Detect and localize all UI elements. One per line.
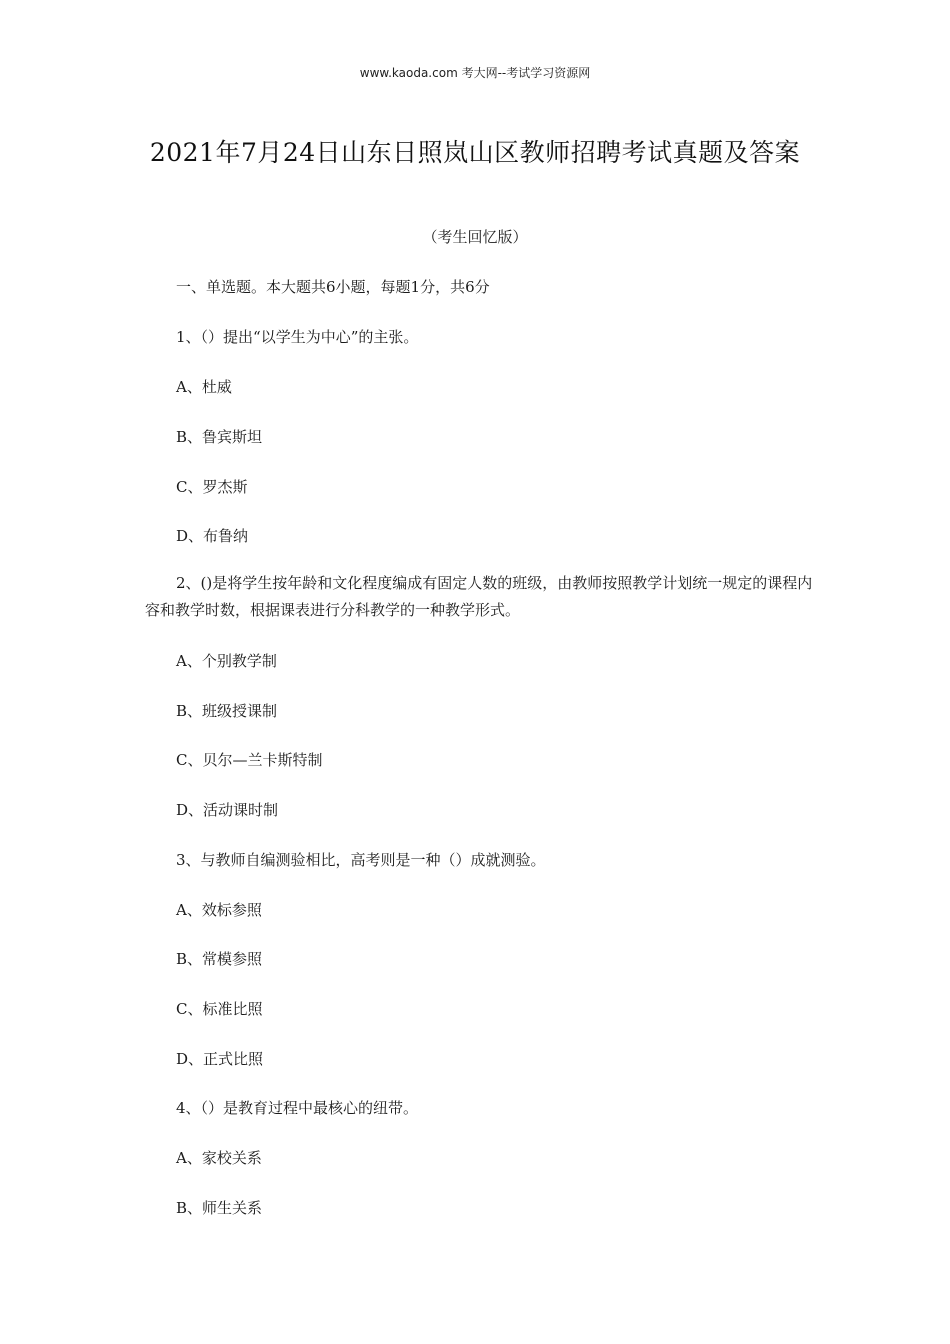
question-2-option-d: D、活动课时制 (176, 801, 279, 819)
question-2-option-a: A、个别教学制 (176, 652, 277, 670)
question-3-option-b: B、常模参照 (176, 950, 263, 968)
document-title: 2021年7月24日山东日照岚山区教师招聘考试真题及答案 (149, 138, 801, 167)
question-3-option-c: C、标准比照 (176, 1000, 263, 1018)
question-4-option-b: B、师生关系 (176, 1199, 263, 1217)
question-1-option-b: B、鲁宾斯坦 (176, 428, 263, 446)
page-header: www.kaoda.com 考大网--考试学习资源网 (359, 66, 591, 80)
question-1-option-c: C、罗杰斯 (176, 478, 248, 496)
document-subtitle: （考生回忆版） (422, 228, 528, 246)
section-heading: 一、单选题。本大题共6小题，每题1分，共6分 (176, 278, 490, 296)
question-1-stem: 1、（）提出“以学生为中心”的主张。 (176, 328, 419, 346)
question-4-option-a: A、家校关系 (176, 1149, 262, 1167)
question-2-option-c: C、贝尔—兰卡斯特制 (176, 751, 323, 769)
question-1-option-a: A、杜威 (176, 378, 232, 396)
question-3-option-d: D、正式比照 (176, 1050, 264, 1068)
question-3-stem: 3、与教师自编测验相比，高考则是一种（）成就测验。 (176, 851, 546, 869)
question-2-option-b: B、班级授课制 (176, 702, 278, 720)
question-4-stem: 4、（）是教育过程中最核心的纽带。 (176, 1099, 419, 1117)
question-2-stem: 2、()是将学生按年龄和文化程度编成有固定人数的班级，由教师按照教学计划统一规定的课程内容和教学时数，根据课表进行分科教学的一种教学形式。 (145, 574, 813, 619)
question-1-option-d: D、布鲁纳 (176, 527, 249, 545)
question-3-option-a: A、效标参照 (176, 901, 262, 919)
